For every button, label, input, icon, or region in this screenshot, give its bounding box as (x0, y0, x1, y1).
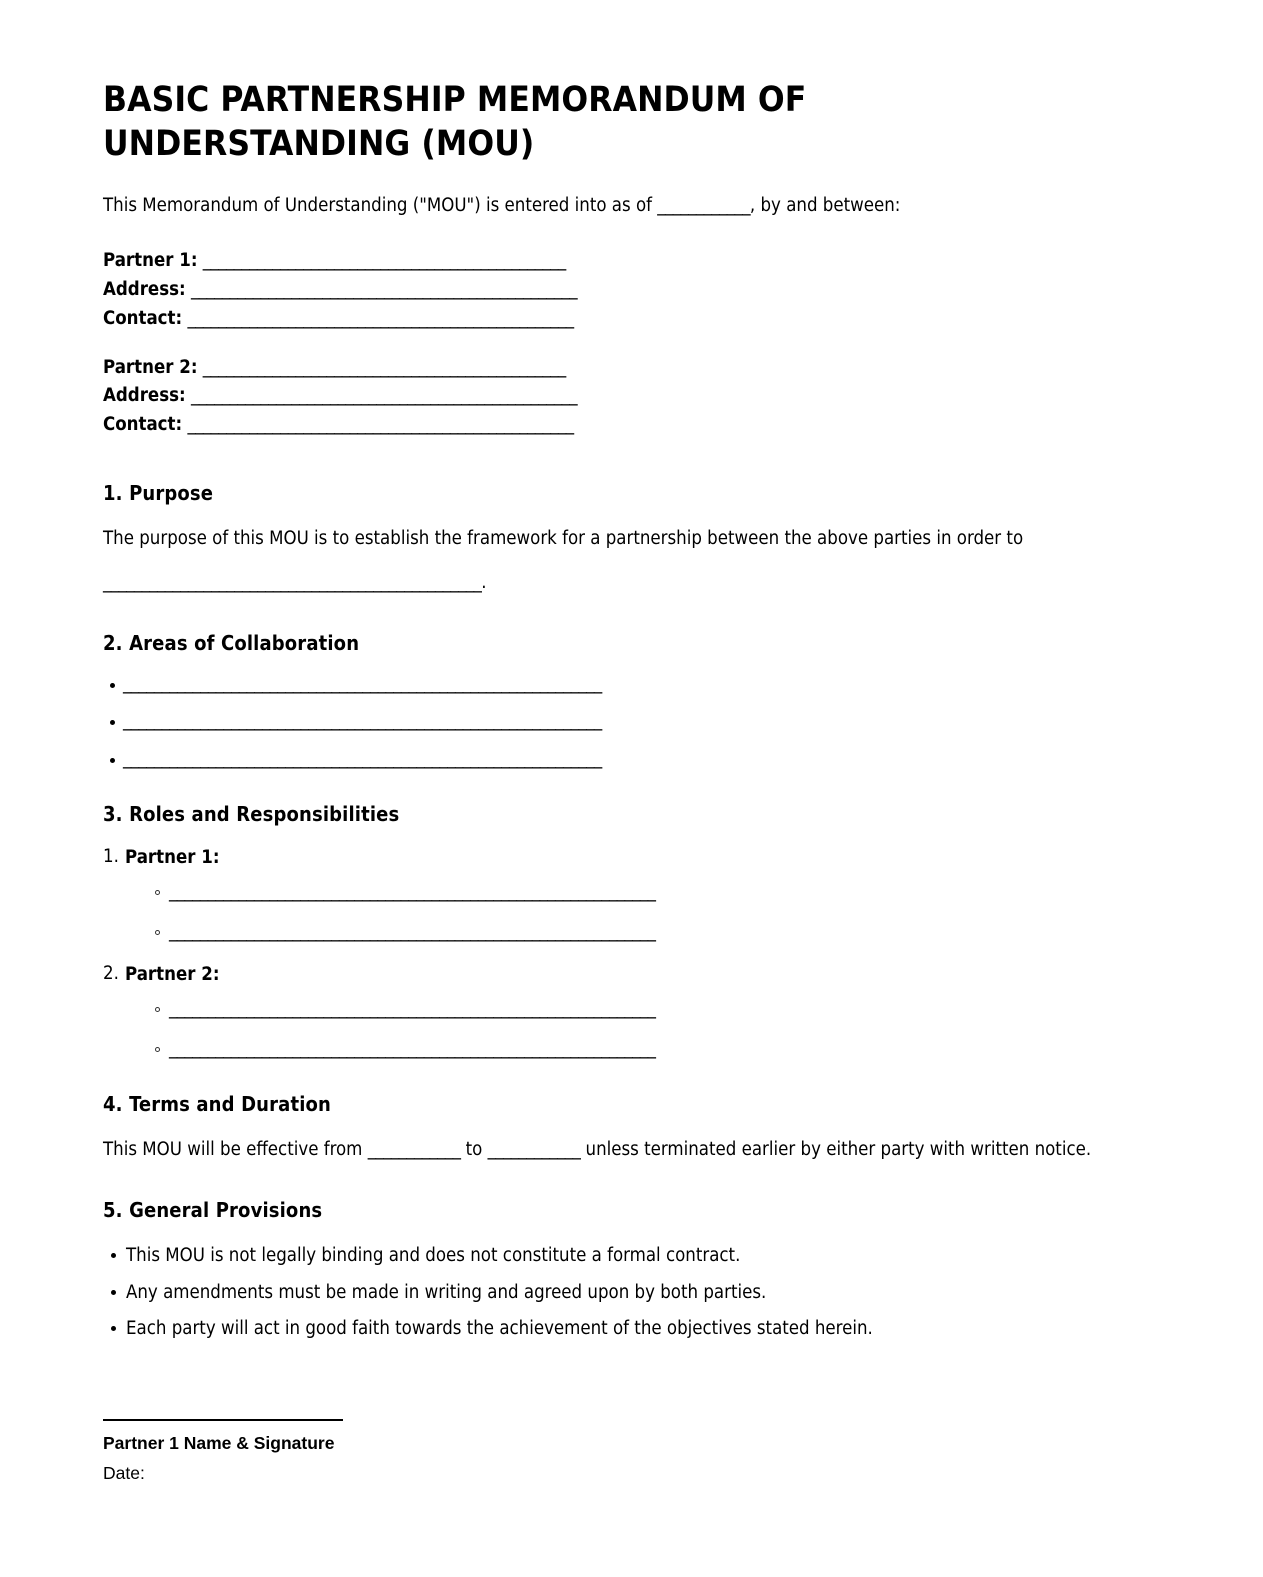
partner-1-contact-label: Contact: (103, 307, 183, 329)
list-item (103, 963, 1160, 1058)
section-heading-areas: 2. Areas of Collaboration (103, 630, 360, 655)
terms-part-2: to (460, 1139, 488, 1161)
area-blank-2[interactable]: ______________________________________________________________ (123, 710, 602, 732)
list-item (149, 1037, 1160, 1059)
partner-2-name-blank[interactable]: _______________________________________________ (202, 356, 566, 378)
partner-1-name-row (103, 247, 1160, 276)
list-item (103, 712, 1160, 731)
role-1-blank-2[interactable]: _______________________________________________________________ (169, 920, 656, 942)
partner-1-name-label: Partner 1: (103, 249, 198, 271)
list-item (149, 1000, 1160, 1019)
list-item (103, 672, 1160, 694)
partner-2-address-label: Address: (103, 385, 186, 407)
intro-text-after: , by and between: (749, 195, 901, 217)
list-item: Each party will act in good faith towards the achievement of the objectives stated herein. (103, 1315, 1160, 1343)
role-partner-1-label: Partner 1: (125, 847, 220, 869)
section-heading-roles: 3. Roles and Responsibilities (103, 802, 400, 827)
partner-2-address-blank[interactable]: __________________________________________________ (191, 385, 577, 407)
terms-text (103, 1136, 1160, 1164)
intro-date-blank[interactable]: ____________ (657, 195, 750, 217)
area-blank-3[interactable]: ______________________________________________________________ (123, 747, 602, 769)
intro-paragraph (103, 192, 1160, 220)
list-item (149, 883, 1160, 902)
partner-1-address-label: Address: (103, 278, 186, 300)
signature-line[interactable] (103, 1419, 343, 1421)
purpose-blank[interactable]: _________________________________________________ (103, 571, 482, 593)
purpose-period: . (481, 571, 487, 593)
partner-2-address-row (103, 382, 1160, 411)
partner-2-contact-blank[interactable]: __________________________________________________ (187, 414, 574, 436)
list-item (149, 920, 1160, 942)
partner-2-name-label: Partner 2: (103, 356, 198, 378)
role-partner-1-sublist (125, 883, 1160, 941)
terms-part-3: unless terminated earlier by either party with written notice. (580, 1139, 1092, 1161)
partner-1-contact-blank[interactable]: __________________________________________________ (187, 307, 574, 329)
role-2-blank-2[interactable]: _______________________________________________________________ (169, 1037, 656, 1059)
areas-list (103, 672, 1160, 769)
signature-block (103, 1419, 1160, 1487)
partner-1-name-blank[interactable]: _______________________________________________ (202, 249, 566, 271)
partner-2-name-row (103, 354, 1160, 383)
partner-1-address-row (103, 276, 1160, 305)
partner-1-block (103, 247, 1160, 334)
roles-list (103, 846, 1160, 1058)
section-heading-purpose: 1. Purpose (103, 481, 214, 506)
list-item (103, 747, 1160, 769)
provisions-list (103, 1242, 1160, 1343)
purpose-fill-row (103, 569, 1160, 597)
partner-2-contact-label: Contact: (103, 414, 183, 436)
list-item (103, 846, 1160, 941)
partner-1-address-blank[interactable]: __________________________________________________ (191, 278, 577, 300)
partner-2-contact-row (103, 411, 1160, 440)
area-blank-1[interactable]: ______________________________________________________________ (123, 672, 602, 694)
page-title: BASIC PARTNERSHIP MEMORANDUM OF UNDERSTANDING (MOU) (103, 80, 807, 165)
role-1-blank-1[interactable]: _______________________________________________________________ (169, 881, 656, 903)
partner-1-contact-row (103, 305, 1160, 334)
role-partner-2-label: Partner 2: (125, 964, 220, 986)
terms-start-date-blank[interactable]: ____________ (367, 1139, 461, 1161)
section-heading-provisions: 5. General Provisions (103, 1197, 323, 1222)
terms-part-1: This MOU will be effective from (103, 1139, 368, 1161)
terms-end-date-blank[interactable]: ____________ (487, 1139, 581, 1161)
signature-date-label: Date: (103, 1463, 145, 1484)
list-item: This MOU is not legally binding and does not constitute a formal contract. (103, 1242, 1160, 1270)
intro-text-before: This Memorandum of Understanding ("MOU") is entered into as of (103, 195, 658, 217)
section-heading-terms: 4. Terms and Duration (103, 1092, 331, 1117)
signature-caption: Partner 1 Name & Signature (103, 1433, 335, 1454)
list-item: Any amendments must be made in writing and agreed upon by both parties. (103, 1279, 1160, 1307)
purpose-text: The purpose of this MOU is to establish the framework for a partnership between the above parties in order to (103, 528, 1024, 550)
role-2-blank-1[interactable]: _______________________________________________________________ (169, 998, 656, 1020)
partner-2-block (103, 354, 1160, 441)
role-partner-2-sublist (125, 1000, 1160, 1058)
